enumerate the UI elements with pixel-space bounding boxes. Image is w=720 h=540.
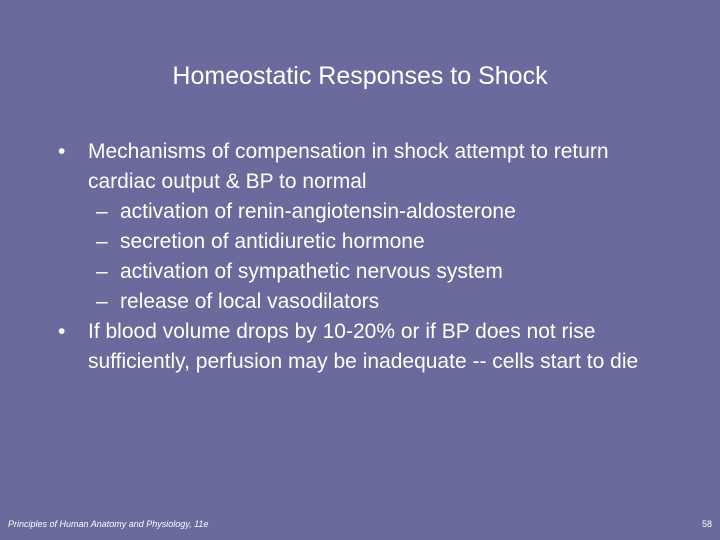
bullet-marker: • (58, 140, 66, 163)
bullet-item (0, 317, 720, 377)
bullet-text: Mechanisms of compensation in shock attempt to return cardiac output & BP to normal (88, 140, 609, 193)
sub-bullet-item (0, 287, 720, 317)
bullet-text: If blood volume drops by 10-20% or if BP does not rise sufficiently, perfusion may be inadequate -- cells start to die (88, 320, 639, 373)
sub-bullet-item (0, 227, 720, 257)
sub-bullet-item (0, 257, 720, 287)
sub-bullet-text: activation of renin-angiotensin-aldosterone (120, 200, 516, 223)
sub-bullet-item (0, 197, 720, 227)
page-number: 58 (701, 519, 712, 529)
sub-bullet-text: secretion of antidiuretic hormone (120, 230, 425, 253)
sub-bullet-marker: – (96, 290, 108, 313)
footer-source: Principles of Human Anatomy and Physiology, 11e (8, 519, 209, 529)
sub-bullet-marker: – (96, 200, 108, 223)
sub-bullet-marker: – (96, 230, 108, 253)
bullet-marker: • (58, 320, 66, 343)
bullet-item (0, 137, 720, 197)
sub-bullet-marker: – (96, 260, 108, 283)
sub-bullet-text: release of local vasodilators (120, 290, 380, 313)
slide-title: Homeostatic Responses to Shock (172, 62, 548, 90)
slide-body (0, 137, 720, 377)
sub-bullet-text: activation of sympathetic nervous system (120, 260, 503, 283)
